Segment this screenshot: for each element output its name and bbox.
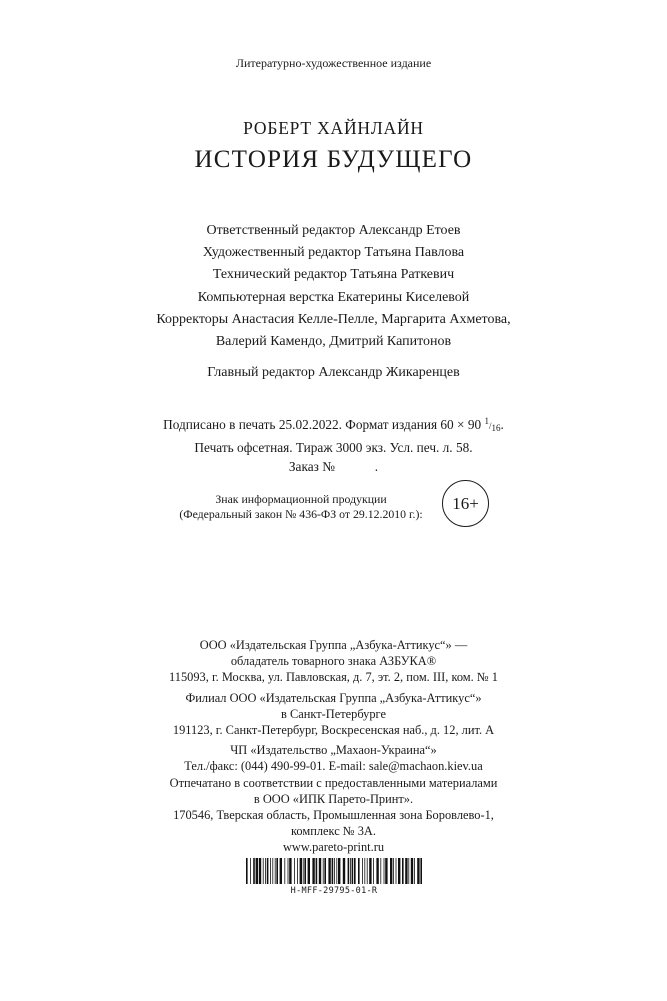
barcode-bar [364,858,365,884]
barcode-bar [288,858,289,884]
info-sign-line-1: Знак информационной продукции [215,492,387,506]
barcode-bar [246,858,248,884]
barcode-bar [316,858,318,884]
barcode-bar [384,858,385,884]
info-sign-line-2: (Федеральный закон № 436-ФЗ от 29.12.2010 г.): [179,507,423,521]
barcode-bar [402,858,404,884]
barcode-bar [334,858,335,884]
barcode-bar [328,858,330,884]
barcode-bar [308,858,310,884]
print-line-1 [0,412,667,438]
publisher-line: 191123, г. Санкт-Петербург, Воскресенская наб., д. 12, лит. А [172,723,495,738]
barcode-bar [323,858,324,884]
barcode-bar [303,858,304,884]
author-name: РОБЕРТ ХАЙНЛАЙН [243,118,424,138]
publisher-line: комплекс № 3А. [291,824,376,839]
barcode-bar [417,858,419,884]
publisher-line: 170546, Тверская область, Промышленная зона Боровлево-1, [173,808,494,823]
credits-block [0,220,667,353]
barcode-bar [414,858,415,884]
barcode-bar [263,858,264,884]
format-fraction: $^1/_{16}$ [484,416,501,433]
barcode-bar [376,858,378,884]
credit-line: Компьютерная верстка Екатерины Киселевой [197,289,470,305]
barcode-bar [250,858,251,884]
publisher-line: Тел./факс: (044) 490-99-01. E-mail: sale@machaon.kiev.ua [184,759,483,774]
chief-editor: Главный редактор Александр Жикаренцев [207,365,460,380]
barcode-bar [284,858,285,884]
publisher-line: в ООО «ИПК Парето-Принт». [253,791,414,806]
format-numerator: 1 [484,416,489,426]
publisher-line: обладатель товарного знака АЗБУКА® [230,654,437,669]
publisher-line: www.pareto-print.ru [282,840,385,855]
barcode-bar [304,858,306,884]
barcode-bar [354,858,356,884]
barcode-image [245,858,423,884]
publisher-line: в Санкт-Петербурге [281,706,386,721]
barcode-bar [336,858,337,884]
publisher-block [0,637,667,856]
barcode-bar [332,858,334,884]
print-info [0,412,667,476]
barcode-bar [369,858,371,884]
book-title: ИСТОРИЯ БУДУЩЕГО [194,146,473,173]
barcode-bar [343,858,345,884]
barcode-bar [393,858,394,884]
print-format-text: Подписано в печать 25.02.2022. Формат издания 60 × 90 [163,417,482,432]
barcode-bar [289,858,291,884]
barcode-bar [373,858,374,884]
barcode-bar [358,858,360,884]
barcode-bar [280,858,282,884]
barcode-bar [272,858,273,884]
credit-line: Корректоры Анастасия Келле-Пелле, Маргарита Ахметова, [156,311,511,327]
barcode-bar [276,858,278,884]
barcode-bar [396,858,397,884]
age-rating-badge [442,480,489,527]
barcode-bar [390,858,392,884]
print-line-1-end: . [500,417,504,432]
barcode-bar [348,858,350,884]
barcode-bar [385,858,387,884]
barcode-bar [253,858,255,884]
barcode-bar [362,858,363,884]
barcode-bar [265,858,266,884]
print-line-2: Печать офсетная. Тираж 3000 экз. Усл. печ. л. 58. [194,440,473,455]
barcode-bar [367,858,368,884]
barcode-bar [297,858,298,884]
publisher-line: 115093, г. Москва, ул. Павловская, д. 7, эт. 2, пом. III, ком. № 1 [169,670,498,685]
edition-type: Литературно-художественное издание [235,56,432,70]
barcode-code: H-MFF-29795-01-R [290,886,378,896]
barcode-bar [300,858,302,884]
barcode-bar [294,858,295,884]
barcode-block [245,858,423,896]
publisher-line: ЧП «Издательство „Махаон-Украина“» [230,743,437,758]
barcode-bar [380,858,381,884]
credit-line: Художественный редактор Татьяна Павлова [202,245,465,261]
barcode-bar [398,858,400,884]
barcode-bar [411,858,413,884]
barcode-bar [259,858,261,884]
format-denominator: 16 [491,423,501,433]
barcode-bar [405,858,407,884]
barcode-bar [319,858,321,884]
age-rating-label: 16+ [452,493,479,513]
barcode-bar [350,858,351,884]
order-number: Заказ № . [288,459,379,474]
barcode-bar [270,858,271,884]
barcode-bar [420,858,422,884]
publisher-line: Отпечатано в соответствии с предоставленными материалами [169,775,498,790]
publisher-line: Филиал ООО «Издательская Группа „Азбука-Аттикус“» [185,690,482,705]
info-sign-text [172,492,430,522]
barcode-bar [312,858,314,884]
barcode-bar [324,858,326,884]
publisher-line: ООО «Издательская Группа „Азбука-Аттикус“» — [199,638,468,652]
barcode-bar [338,858,340,884]
barcode-bar [275,858,276,884]
barcode-bar [352,858,354,884]
credit-line: Технический редактор Татьяна Раткевич [212,267,455,283]
barcode-bar [408,858,409,884]
credit-line: Ответственный редактор Александр Етоев [206,223,461,238]
barcode-bar [267,858,269,884]
credit-line: Валерий Камендо, Дмитрий Капитонов [215,334,452,350]
barcode-bar [256,858,258,884]
